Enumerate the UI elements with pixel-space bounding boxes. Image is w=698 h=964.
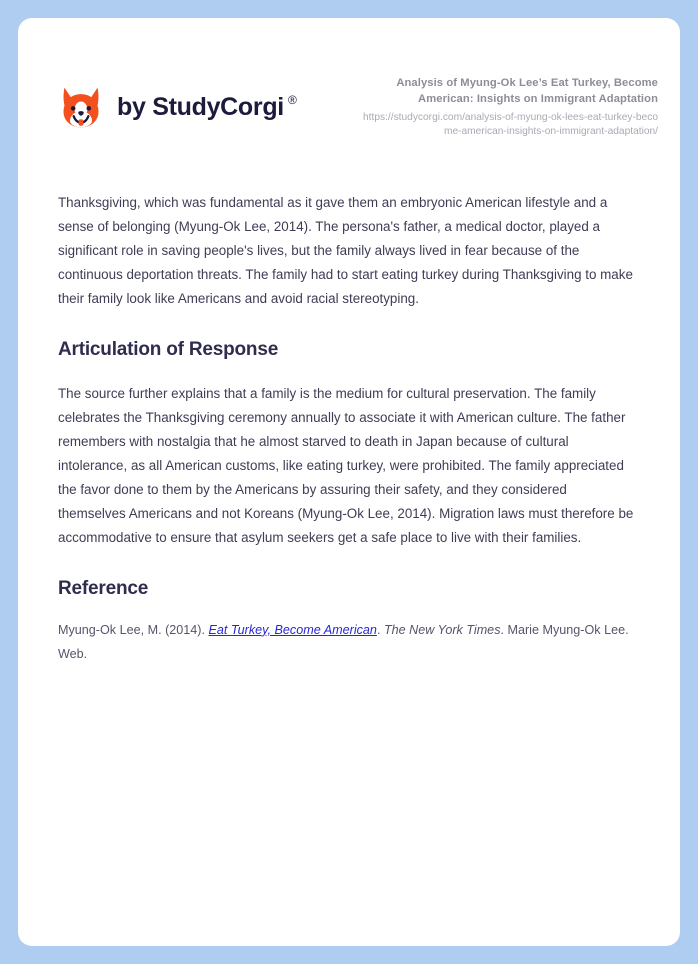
document-body <box>18 191 680 666</box>
corgi-face-icon <box>58 84 104 130</box>
page-title: Analysis of Myung-Ok Lee’s Eat Turkey, Become American: Insights on Immigrant Adaptation <box>396 77 658 105</box>
reference-tail: . Marie Myung-Ok Lee. Web. <box>58 622 629 661</box>
registered-trademark-icon: ® <box>287 92 297 107</box>
reference-source-link[interactable]: Eat Turkey, Become American <box>208 622 377 637</box>
reference-separator: . <box>376 622 384 637</box>
source-url: https://studycorgi.com/analysis-of-myung-ok-lees-eat-turkey-become-american-insights-on-immigrant-adaptation/ <box>363 111 658 138</box>
section-heading-articulation-of-response: Articulation of Response <box>58 338 279 360</box>
section-paragraph-articulation-of-response: The source further explains that a family is the medium for cultural preservation. The family celebrates the Thanksgiving ceremony annually to associate it with American culture. The father remembers with nostalgia that he almost starved to death in Japan because of cultural intolerance, as all American customs, like eating turkey, were prohibited. The family appreciated the favor done to them by the Americans by assuring their safety, and they considered themselves Americans and not Koreans (Myung-Ok Lee, 2014). Migration laws must therefore be accommodative to ensure that asylum seekers get a safe place to live with their families. <box>58 385 634 545</box>
document-header <box>18 18 680 140</box>
document-meta <box>358 72 658 140</box>
brand-name: by StudyCorgi <box>117 92 284 121</box>
reference-entry <box>58 618 638 666</box>
section-heading-reference: Reference <box>58 577 149 599</box>
reference-publication: The New York Times <box>383 622 501 637</box>
reference-author-year: Myung-Ok Lee, M. (2014). <box>58 622 209 637</box>
intro-paragraph: Thanksgiving, which was fundamental as it gave them an embryonic American lifestyle and a sense of belonging (Myung-Ok Lee, 2014). The persona's father, a medical doctor, played a significant role in saving people's lives, but the family always lived in fear because of the continuous deportation threats. The family had to start eating turkey during Thanksgiving to make their family look like Americans and avoid racial stereotyping. <box>58 194 633 306</box>
document-page <box>18 18 680 946</box>
studycorgi-branding <box>58 72 297 130</box>
brand-wordmark <box>117 92 297 121</box>
